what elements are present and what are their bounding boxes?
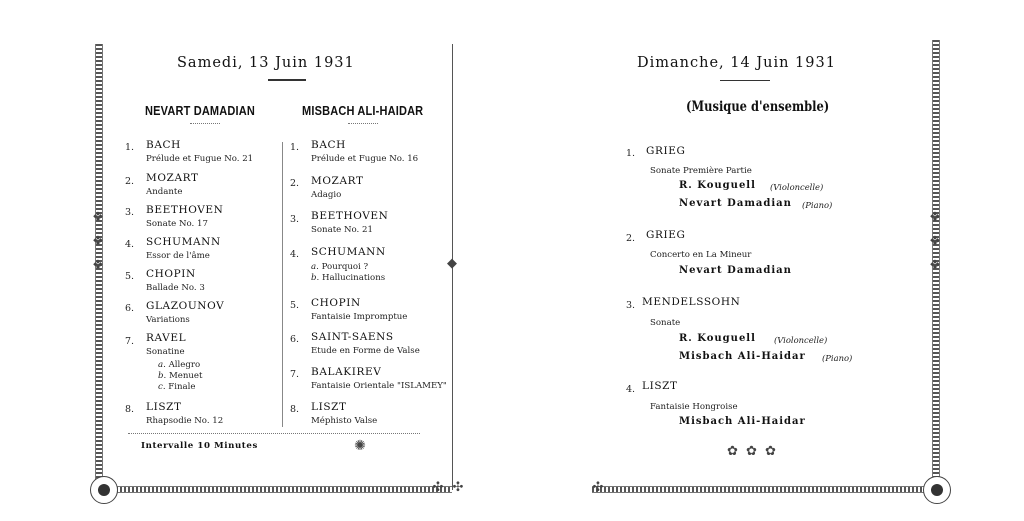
composer-name: LISZT	[311, 401, 347, 413]
intermission-ornament-icon: ✺	[354, 438, 366, 454]
movement-item: c. Finale	[158, 382, 196, 392]
work-title: Concerto en La Mineur	[650, 250, 752, 260]
item-number: 3.	[626, 300, 636, 311]
item-number: 6.	[290, 334, 300, 345]
ornament-right-3: ❖	[929, 258, 941, 273]
performer-name: R. Kouguell	[679, 333, 756, 344]
ornament-bottom-2: ✣	[452, 480, 464, 495]
heading-underline-1	[190, 123, 220, 124]
item-number: 1.	[290, 142, 300, 153]
item-number: 6.	[125, 303, 135, 314]
item-number: 8.	[290, 404, 300, 415]
composer-name: MOZART	[146, 172, 199, 184]
work-title: Sonate	[650, 318, 681, 328]
item-number: 4.	[290, 249, 300, 260]
ensemble-subtitle: (Musique d'ensemble)	[686, 99, 830, 115]
piece-title: Variations	[146, 315, 190, 325]
item-number: 4.	[626, 384, 636, 395]
movement-item: a. Allegro	[158, 360, 201, 370]
composer-name: CHOPIN	[146, 268, 196, 280]
movement-item: a. Pourquoi ?	[311, 262, 369, 272]
item-number: 3.	[125, 207, 135, 218]
ornament-r-bottom-left: ✣	[592, 480, 604, 495]
performer-role: (Piano)	[802, 200, 833, 210]
ornament-right-border: ◆	[447, 256, 457, 271]
composer-name: LISZT	[146, 401, 182, 413]
item-number: 7.	[290, 369, 300, 380]
item-number: 4.	[125, 239, 135, 250]
corner-rosette-icon	[923, 476, 951, 504]
piece-title: Prélude et Fugue No. 21	[146, 154, 254, 164]
performer-name: Nevart Damadian	[679, 265, 792, 276]
piece-title: Sonate No. 17	[146, 219, 208, 229]
end-ornament-icon: ✿ ✿ ✿	[727, 444, 778, 459]
ornament-left-3: ❖	[92, 258, 104, 273]
ornament-left-1: ❖	[92, 210, 104, 225]
composer-name: GLAZOUNOV	[146, 300, 225, 312]
piece-title: Ballade No. 3	[146, 283, 205, 293]
item-number: 1.	[125, 142, 135, 153]
right-program-page	[512, 0, 1024, 521]
performer-name: Misbach Ali-Haidar	[679, 416, 806, 427]
item-number: 5.	[290, 300, 300, 311]
composer-name: RAVEL	[146, 332, 187, 344]
performer-role: (Piano)	[822, 353, 853, 363]
intermission-note: Intervalle 10 Minutes	[141, 441, 258, 451]
heading-underline-2	[348, 123, 378, 124]
piece-title: Fantaisie Orientale "ISLAMEY"	[311, 381, 447, 391]
movement-item: b. Menuet	[158, 371, 203, 381]
piece-title: Rhapsodie No. 12	[146, 416, 224, 426]
piece-title: Etude en Forme de Valse	[311, 346, 420, 356]
work-title: Fantaisie Hongroise	[650, 402, 738, 412]
performer-name: R. Kouguell	[679, 180, 756, 191]
date-divider	[720, 80, 770, 81]
performer-name: Nevart Damadian	[679, 198, 792, 209]
composer-name: BEETHOVEN	[146, 204, 224, 216]
left-border-bottom	[100, 486, 452, 493]
right-border-bottom	[592, 486, 932, 493]
composer-name: SCHUMANN	[146, 236, 221, 248]
piece-title: Adagio	[311, 190, 342, 200]
ornament-right-1: ❖	[929, 210, 941, 225]
performer-name: Misbach Ali-Haidar	[679, 351, 806, 362]
composer-name: MENDELSSOHN	[642, 296, 741, 308]
composer-name: GRIEG	[646, 145, 686, 157]
left-date: Samedi, 13 Juin 1931	[177, 55, 355, 71]
item-number: 2.	[290, 178, 300, 189]
performer-role: (Violoncelle)	[770, 182, 824, 192]
movement-item: b. Hallucinations	[311, 273, 386, 283]
composer-name: SCHUMANN	[311, 246, 386, 258]
corner-rosette-icon	[90, 476, 118, 504]
composer-name: BACH	[311, 139, 346, 151]
performer-role: (Violoncelle)	[774, 335, 828, 345]
composer-name: BEETHOVEN	[311, 210, 389, 222]
item-number: 8.	[125, 404, 135, 415]
piece-title: Andante	[146, 187, 183, 197]
ornament-right-2: ❖	[929, 234, 941, 249]
right-date: Dimanche, 14 Juin 1931	[637, 55, 836, 71]
piece-title: Sonate No. 21	[311, 225, 373, 235]
work-title: Sonate Première Partie	[650, 166, 752, 176]
piece-title: Essor de l'âme	[146, 251, 210, 261]
composer-name: MOZART	[311, 175, 364, 187]
date-divider	[268, 79, 306, 81]
item-number: 7.	[125, 336, 135, 347]
ornament-bottom-1: ✣	[432, 480, 444, 495]
intermission-rule	[128, 433, 420, 434]
performer-1-heading: NEVART DAMADIAN	[145, 104, 255, 118]
item-number: 3.	[290, 214, 300, 225]
composer-name: SAINT-SAENS	[311, 331, 394, 343]
piece-title: Méphisto Valse	[311, 416, 378, 426]
piece-title: Prélude et Fugue No. 16	[311, 154, 419, 164]
composer-name: CHOPIN	[311, 297, 361, 309]
item-number: 2.	[626, 233, 636, 244]
piece-title: Fantaisie Impromptue	[311, 312, 408, 322]
piece-title: Sonatine	[146, 347, 185, 357]
column-divider	[282, 142, 283, 427]
item-number: 5.	[125, 271, 135, 282]
composer-name: BALAKIREV	[311, 366, 382, 378]
item-number: 2.	[125, 176, 135, 187]
performer-2-heading: MISBACH ALI-HAIDAR	[302, 104, 424, 118]
ornament-left-2: ❖	[92, 234, 104, 249]
composer-name: GRIEG	[646, 229, 686, 241]
item-number: 1.	[626, 148, 636, 159]
composer-name: LISZT	[642, 380, 678, 392]
composer-name: BACH	[146, 139, 181, 151]
